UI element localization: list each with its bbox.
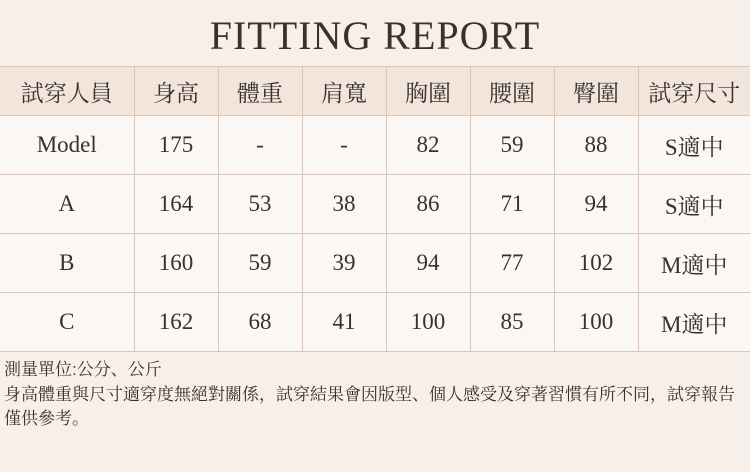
cell-shoulder: - [302, 116, 386, 175]
cell-waist: 85 [470, 293, 554, 352]
cell-bust: 82 [386, 116, 470, 175]
cell-waist: 71 [470, 175, 554, 234]
cell-weight: 68 [218, 293, 302, 352]
cell-hip: 88 [554, 116, 638, 175]
cell-bust: 94 [386, 234, 470, 293]
cell-weight: 53 [218, 175, 302, 234]
cell-shoulder: 38 [302, 175, 386, 234]
page-title: FITTING REPORT [209, 13, 541, 58]
cell-tester: Model [0, 116, 134, 175]
cell-size: M適中 [638, 234, 750, 293]
column-header-height: 身高 [134, 67, 218, 116]
cell-tester: B [0, 234, 134, 293]
column-header-shoulder: 肩寬 [302, 67, 386, 116]
cell-shoulder: 39 [302, 234, 386, 293]
column-header-hip: 臀圍 [554, 67, 638, 116]
note-measure-unit: 測量單位:公分、公斤 [4, 360, 162, 379]
cell-height: 164 [134, 175, 218, 234]
table-row [0, 234, 750, 293]
cell-hip: 100 [554, 293, 638, 352]
column-header-waist: 腰圍 [470, 67, 554, 116]
fitting-report-table [0, 66, 750, 352]
cell-tester: A [0, 175, 134, 234]
cell-waist: 77 [470, 234, 554, 293]
table-header-row [0, 67, 750, 116]
column-header-bust: 胸圍 [386, 67, 470, 116]
cell-weight: 59 [218, 234, 302, 293]
cell-size: M適中 [638, 293, 750, 352]
cell-tester: C [0, 293, 134, 352]
cell-hip: 102 [554, 234, 638, 293]
cell-shoulder: 41 [302, 293, 386, 352]
cell-height: 175 [134, 116, 218, 175]
table-row [0, 175, 750, 234]
column-header-tester: 試穿人員 [0, 67, 134, 116]
cell-hip: 94 [554, 175, 638, 234]
cell-bust: 86 [386, 175, 470, 234]
cell-bust: 100 [386, 293, 470, 352]
cell-waist: 59 [470, 116, 554, 175]
cell-height: 160 [134, 234, 218, 293]
column-header-weight: 體重 [218, 67, 302, 116]
cell-height: 162 [134, 293, 218, 352]
table-row [0, 116, 750, 175]
cell-size: S適中 [638, 175, 750, 234]
cell-weight: - [218, 116, 302, 175]
column-header-size: 試穿尺寸 [638, 67, 750, 116]
note-disclaimer: 身高體重與尺寸適穿度無絕對關係，試穿結果會因版型、個人感受及穿著習慣有所不同，試穿報告僅供參考。 [4, 384, 735, 429]
cell-size: S適中 [638, 116, 750, 175]
notes-block [0, 352, 750, 432]
table-row [0, 293, 750, 352]
